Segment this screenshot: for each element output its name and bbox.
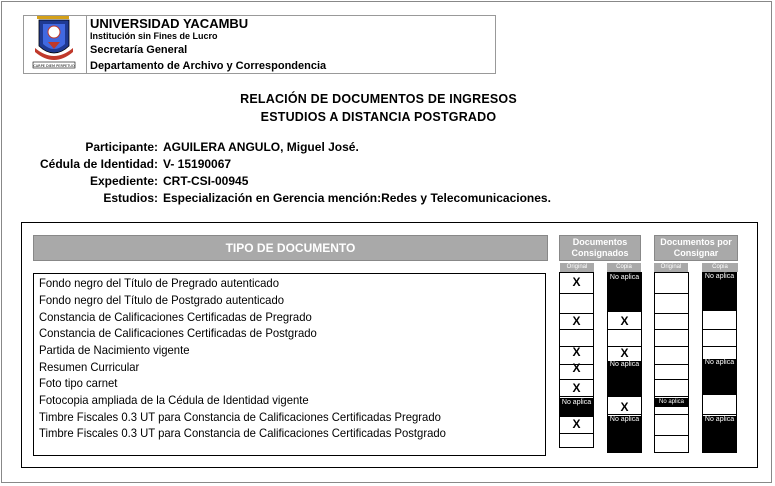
list-item: Constancia de Calificaciones Certificadas de Pregrado — [39, 310, 312, 324]
document-list — [33, 273, 546, 456]
consignados-original-label: Original — [560, 263, 594, 272]
doc-type-header: TIPO DE DOCUMENTO — [33, 235, 548, 261]
list-item: Timbre Fiscales 0.3 UT para Constancia de Calificaciones Certificadas Postgrado — [39, 426, 446, 440]
documents-table — [21, 222, 758, 468]
list-item: Partida de Nacimiento vigente — [39, 343, 190, 357]
document-title: RELACIÓN DE DOCUMENTOS DE INGRESOS — [240, 92, 517, 106]
studies-label: Estudios: — [103, 191, 158, 205]
mark-x: X — [572, 345, 581, 359]
mark-x: X — [572, 275, 581, 289]
por-consignar-original-column — [654, 272, 689, 453]
no-aplica-badge: No aplica — [703, 273, 736, 311]
mark-x: X — [620, 346, 629, 360]
por-consignar-header: Documentos por Consignar — [654, 235, 738, 261]
no-aplica-badge: No aplica — [655, 398, 688, 407]
mark-x: X — [572, 314, 581, 328]
no-aplica-badge: No aplica — [608, 361, 641, 397]
no-aplica-badge: No aplica — [608, 273, 641, 312]
institution-subtitle: Institución sin Fines de Lucro — [90, 31, 218, 41]
list-item: Fondo negro del Título de Pregrado autenticado — [39, 276, 279, 290]
consignados-header: Documentos Consignados — [559, 235, 641, 261]
list-item: Constancia de Calificaciones Certificadas de Postgrado — [39, 326, 317, 340]
mark-x: X — [620, 400, 629, 414]
list-item: Resumen Curricular — [39, 360, 140, 374]
no-aplica-badge: No aplica — [560, 399, 593, 417]
svg-text:CARPE DIEM PERPETUO: CARPE DIEM PERPETUO — [33, 64, 75, 68]
por-consignar-copia-label: Copia — [702, 263, 738, 272]
por-consignar-original-label: Original — [654, 263, 688, 272]
consignados-original-column — [559, 272, 594, 408]
file-label: Expediente: — [89, 174, 158, 188]
mark-x: X — [572, 381, 581, 395]
mark-x: X — [572, 361, 581, 375]
list-item: Fotocopia ampliada de la Cédula de Identidad vigente — [39, 393, 309, 407]
consignados-original-column-lower — [559, 398, 594, 448]
no-aplica-badge: No aplica — [608, 416, 641, 452]
no-aplica-badge: No aplica — [703, 359, 736, 395]
id-value: V- 15190067 — [163, 157, 232, 171]
list-item: Fondo negro del Título de Postgrado autenticado — [39, 293, 285, 307]
letterhead — [23, 15, 496, 74]
department: Departamento de Archivo y Correspondencia — [90, 60, 327, 72]
consignados-copia-column — [607, 272, 642, 453]
university-logo — [29, 16, 79, 72]
mark-x: X — [572, 417, 581, 431]
document-subtitle: ESTUDIOS A DISTANCIA POSTGRADO — [260, 110, 497, 124]
university-name: UNIVERSIDAD YACAMBU — [90, 16, 249, 31]
mark-x: X — [620, 314, 629, 328]
participant-value: AGUILERA ANGULO, Miguel José. — [163, 140, 359, 154]
header-divider — [86, 15, 87, 74]
id-label: Cédula de Identidad: — [39, 157, 158, 171]
list-item: Foto tipo carnet — [39, 376, 118, 390]
no-aplica-badge: No aplica — [703, 416, 736, 452]
studies-value: Especialización en Gerencia mención:Redes y Telecomunicaciones. — [163, 191, 551, 205]
participant-label: Participante: — [85, 140, 158, 154]
consignados-copia-label: Copia — [607, 263, 641, 272]
file-value: CRT-CSI-00945 — [163, 174, 249, 188]
por-consignar-copia-column — [702, 272, 737, 453]
secretariat: Secretaría General — [90, 44, 188, 56]
list-item: Timbre Fiscales 0.3 UT para Constancia de Calificaciones Certificadas Pregrado — [39, 410, 441, 424]
